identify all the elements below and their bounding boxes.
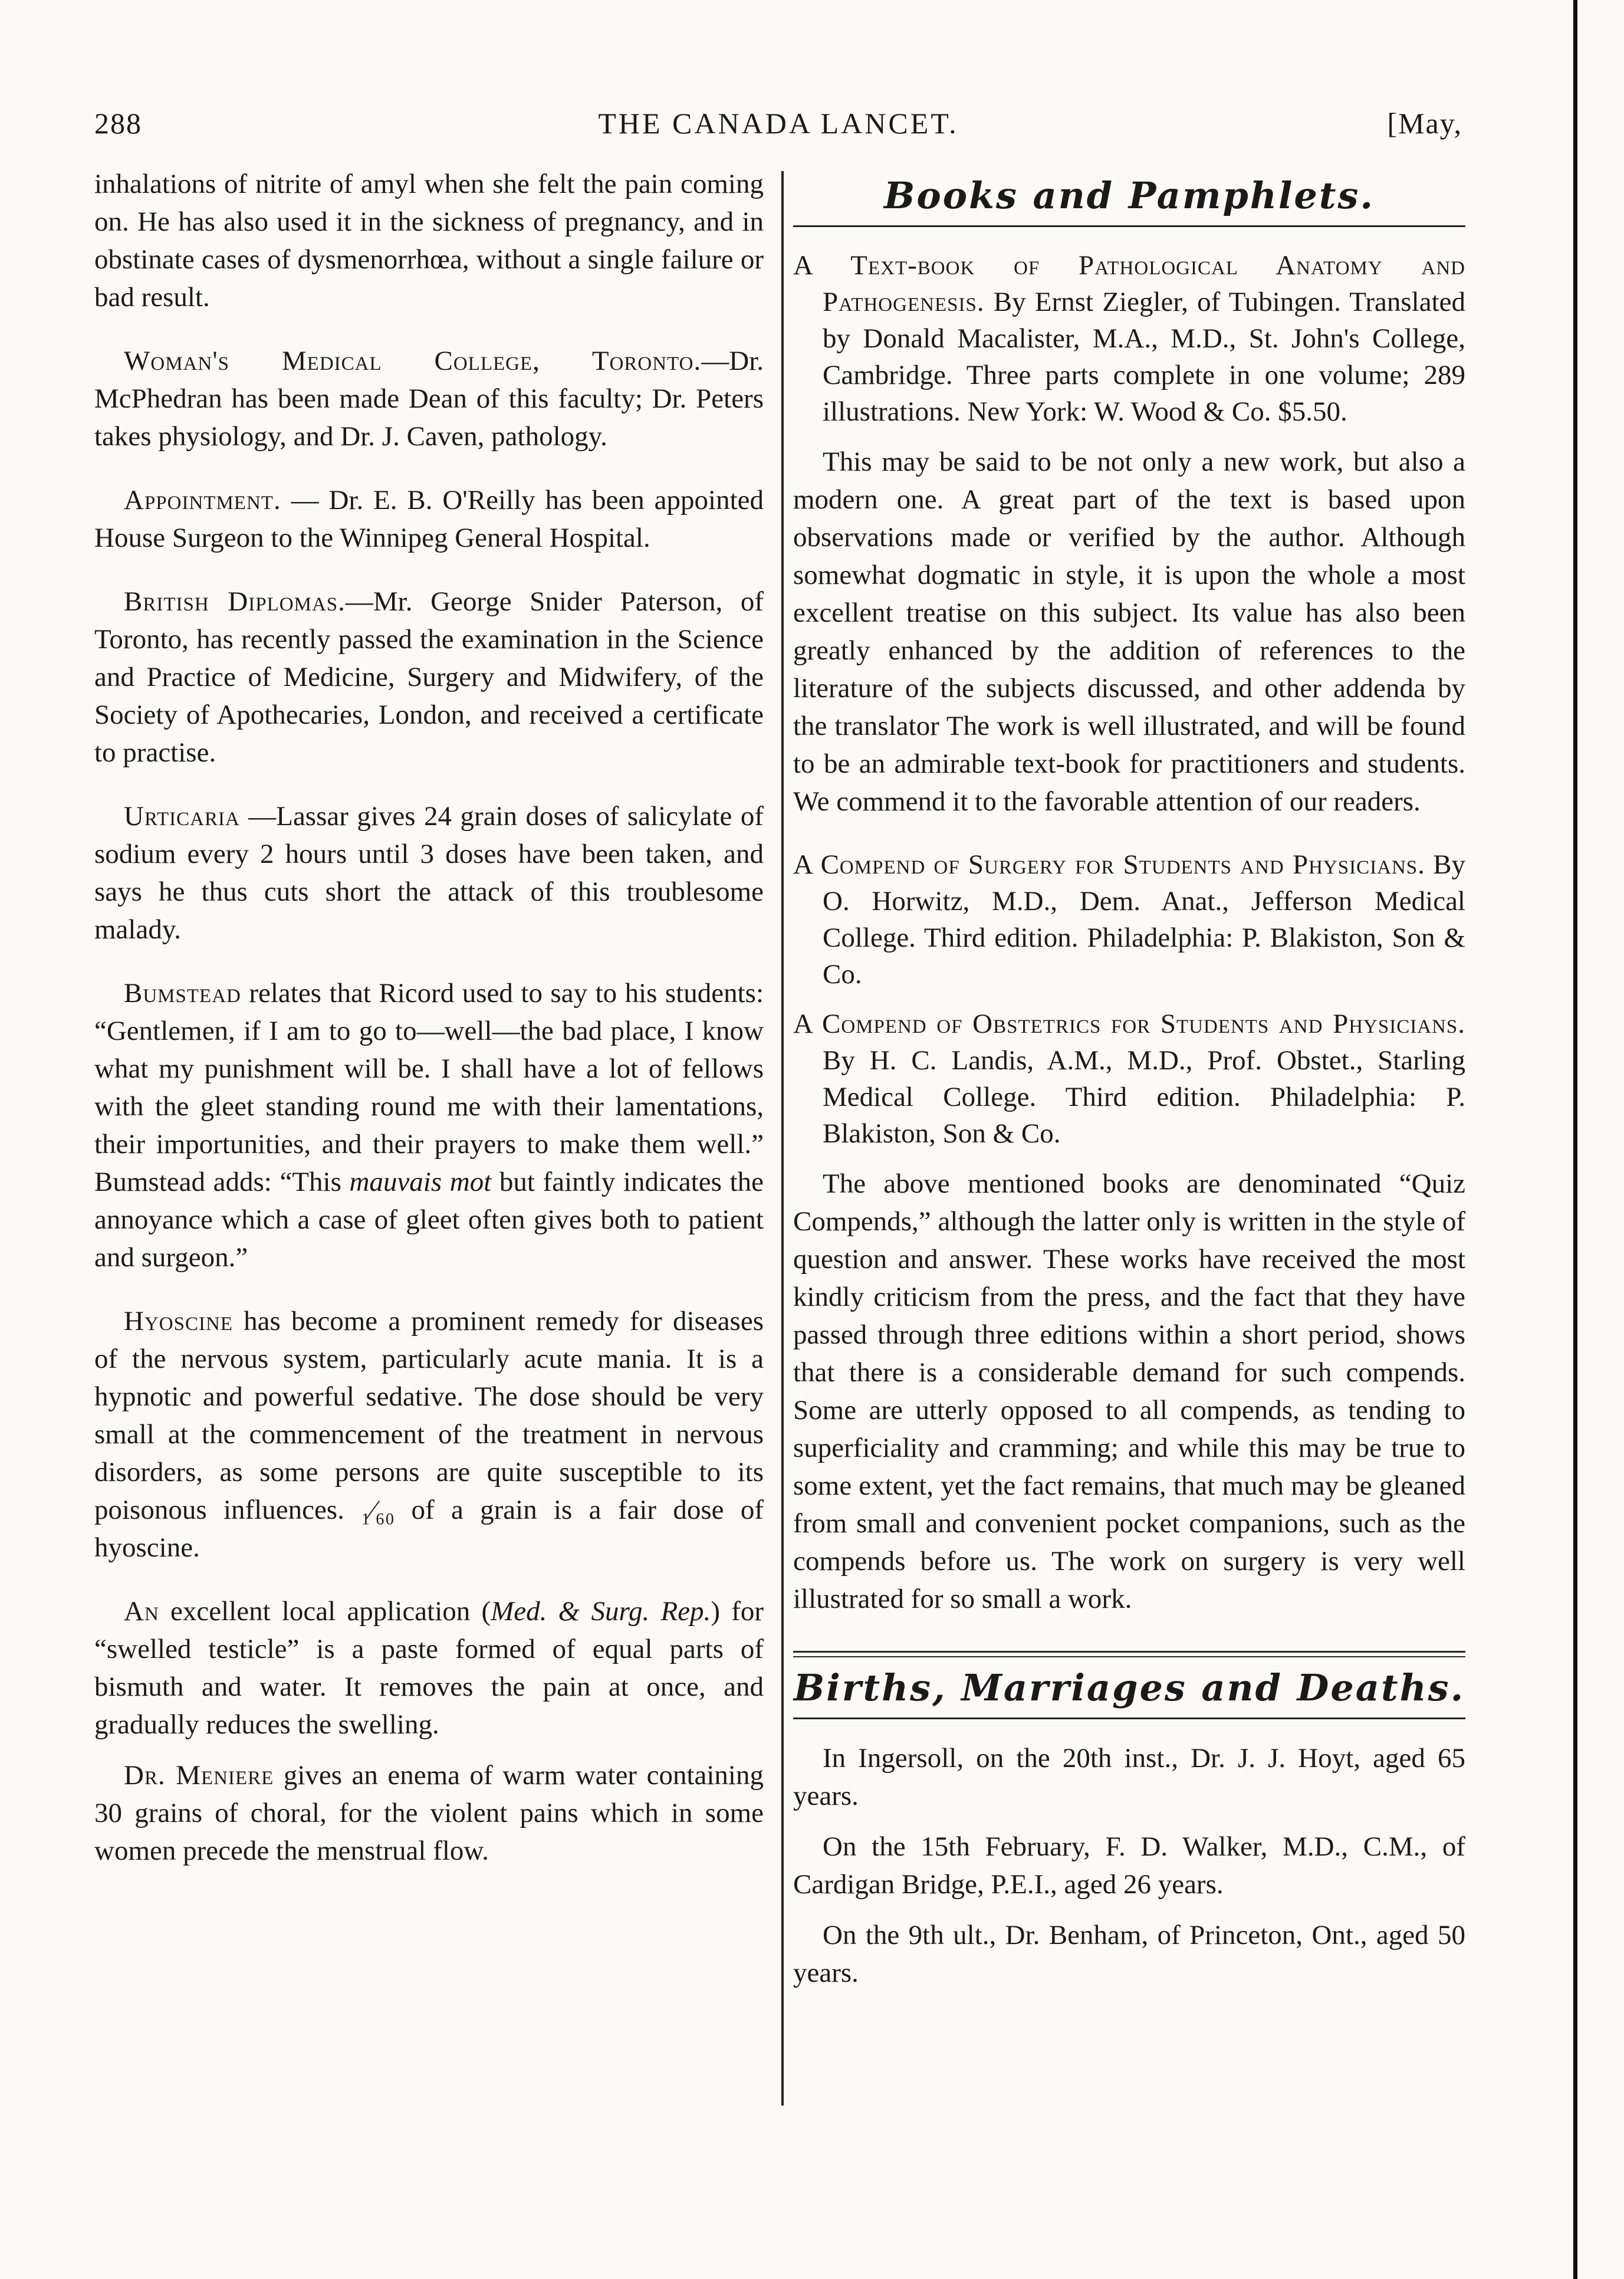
right-column [793, 165, 1465, 1992]
double-rule [793, 1651, 1465, 1657]
text-british-diplomas: —Mr. George Snider Paterson, of Toronto, has recently passed the examination in the Science and Practice of Medicine, Surgery and Midwifery, of the Society of Apothecaries, London, and received a certificate to practise. [94, 586, 764, 768]
book-entry-ziegler [793, 247, 1465, 430]
section-title-books: Books and Pamphlets. [883, 174, 1375, 217]
text-testicle-a: excellent local application ( [159, 1596, 491, 1627]
text-womens-college: —Dr. McPhedran has been made Dean of this faculty; Dr. Peters takes physiology, and Dr. J. Caven, pathology. [94, 346, 764, 452]
text-hyoscine: has become a prominent remedy for diseases of the nervous system, particularly acute mania. It is a hypnotic and powerful sedative. The dose should be very small at the commencement of the treatment in nervous disorders, as some persons are quite susceptible to its poisonous influences. ₁⁄₆₀ of a grain is a fair dose of hyoscine. [94, 1306, 764, 1563]
heading-urticaria: Urticaria [124, 801, 240, 832]
paragraph-womens-college [94, 342, 764, 455]
issue-month: [May, [1387, 107, 1462, 140]
text-testicle-b: ) for “swelled testicle” is a paste formed of equal parts of bismuth and water. It removes the pain at once, and gradually reduces the swelling. [94, 1596, 764, 1740]
book-title-obstetrics: A Compend of Obstetrics for Students and Physicians. [793, 1009, 1465, 1039]
text-bumstead-a: relates that Ricord used to say to his students: “Gentlemen, if I am to go to—well—the bad place, I know what my punishment will be. I shall have a lot of fellows with the gleet standing round me with their lamentations, their importunities, and their prayers to make them well.” Bumstead adds: “This [94, 978, 764, 1197]
paragraph-swelled-testicle [94, 1592, 764, 1743]
journal-title: THE CANADA LANCET. [598, 107, 959, 140]
heading-hyoscine: Hyoscine [124, 1306, 233, 1336]
paragraph-hyoscine [94, 1302, 764, 1567]
paragraph-appointment [94, 481, 764, 557]
paragraph-british-diplomas [94, 583, 764, 771]
text-urticaria: —Lassar gives 24 grain doses of salicylate of sodium every 2 hours until 3 doses have been taken, and says he thus cuts short the attack of this troublesome malady. [94, 801, 764, 945]
book-entry-obstetrics [793, 1006, 1465, 1152]
text-bumstead-italic: mauvais mot [349, 1167, 492, 1197]
page-number: 288 [94, 107, 142, 140]
paragraph-urticaria [94, 797, 764, 948]
heading-british-diplomas: British Diplomas. [124, 586, 346, 617]
heading-bumstead: Bumstead [124, 978, 241, 1009]
page-edge [1573, 0, 1577, 2279]
page-header [94, 106, 1462, 153]
text-testicle-italic: Med. & Surg. Rep. [491, 1596, 711, 1627]
paragraph-meniere [94, 1756, 764, 1870]
heading-appointment: Appointment. [124, 485, 281, 515]
paragraph-nitrite: inhalations of nitrite of amyl when she felt the pain coming on. He has also used it in the sickness of pregnancy, and in obstinate cases of dysmenorrhœa, without a single failure or bad result. [94, 169, 764, 313]
left-column [94, 165, 764, 1870]
book-details-ziegler: By Ernst Ziegler, of Tubingen. Translated by Donald Macalister, M.A., M.D., St. John's College, Cambridge. Three parts complete in one volume; 289 illustrations. New York: W. Wood & Co. $5.50. [823, 287, 1465, 427]
text-appointment: — Dr. E. B. O'Reilly has been appointed House Surgeon to the Winnipeg General Hospital. [94, 485, 764, 553]
heading-an: An [124, 1596, 159, 1627]
notice-hoyt: In Ingersoll, on the 20th inst., Dr. J. J. Hoyt, aged 65 years. [793, 1743, 1465, 1811]
notice-walker: On the 15th February, F. D. Walker, M.D., C.M., of Cardigan Bridge, P.E.I., aged 26 years. [793, 1831, 1465, 1900]
heading-meniere: Dr. Meniere [124, 1760, 274, 1791]
book-title-surgery: A Compend of Surgery for Students and Physicians. [793, 849, 1425, 880]
book-entry-surgery [793, 846, 1465, 993]
book-title-ziegler: A Text-book of Pathological Anatomy and Pathogenesis. [793, 250, 1465, 317]
review-ziegler: This may be said to be not only a new work, but also a modern one. A great part of the text is based upon observations made or verified by the author. Although somewhat dogmatic in style, it is upon the whole a most excellent treatise on this subject. Its value has also been greatly enhanced by the addition of references to the literature of the subjects discussed, and other addenda by the translator The work is well illustrated, and will be found to be an admirable text-book for practitioners and students. We commend it to the favorable attention of our readers. [793, 446, 1465, 817]
section-rule [793, 225, 1465, 227]
text-meniere: gives an enema of warm water containing 30 grains of choral, for the violent pains which in some women precede the menstrual flow. [94, 1760, 764, 1866]
heading-womens-college: Woman's Medical College, Toronto. [124, 346, 702, 376]
section-rule-2 [793, 1718, 1465, 1719]
paragraph-bumstead [94, 974, 764, 1276]
notice-benham: On the 9th ult., Dr. Benham, of Princeton, Ont., aged 50 years. [793, 1920, 1465, 1988]
section-title-births: Births, Marriages and Deaths. [793, 1666, 1465, 1709]
column-divider [781, 171, 784, 2106]
book-details-surgery: By O. Horwitz, M.D., Dem. Anat., Jefferson Medical College. Third edition. Philadelphia: P. Blakiston, Son & Co. [823, 849, 1465, 990]
review-compends: The above mentioned books are denominated “Quiz Compends,” although the latter only is written in the style of question and answer. These works have received the most kindly criticism from the press, and the fact that they have passed through three editions within a short period, shows that there is a considerable demand for such compends. Some are utterly opposed to all compends, as tending to superficiality and cramming; and while this may be true to some extent, yet the fact remains, that much may be gleaned from small and convenient pocket companions, such as the compends before us. The work on surgery is very well illustrated for so small a work. [793, 1168, 1465, 1614]
book-details-obstetrics: By H. C. Landis, A.M., M.D., Prof. Obstet., Starling Medical College. Third edition. Philadelphia: P. Blakiston, Son & Co. [823, 1045, 1465, 1149]
text-bumstead-b: but faintly indicates the annoyance which a case of gleet often gives both to patient and surgeon.” [94, 1167, 764, 1273]
